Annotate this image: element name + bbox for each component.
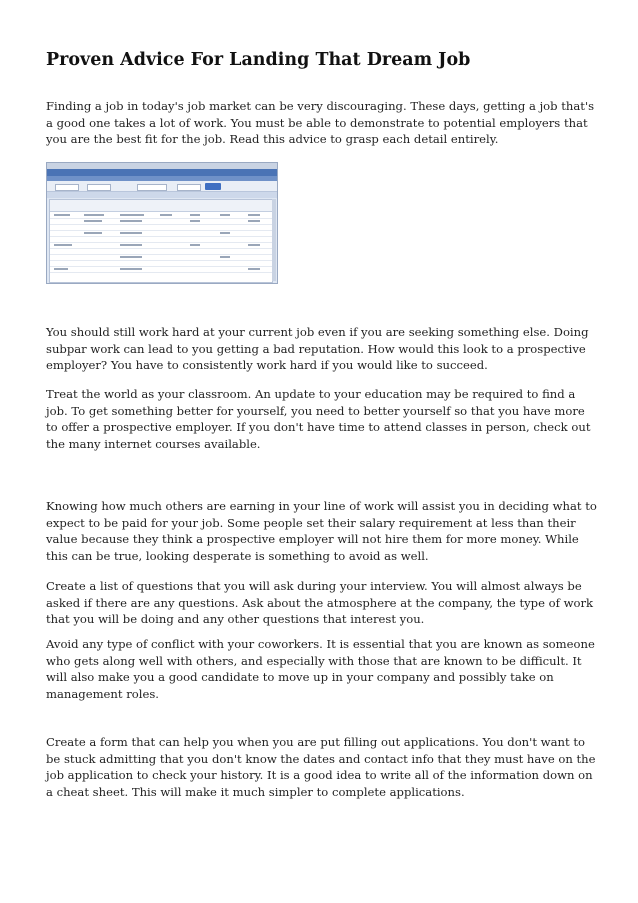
screenshot-grid-cell (160, 214, 172, 216)
screenshot-field (87, 184, 111, 191)
paragraph-intro: Finding a job in today's job market can be very discouraging. These days, getting a job that's a good one takes a lot of work. You must be able to demonstrate to potential employers that you are the best fit for the job. Read this advice to grasp each detail entirely. (46, 99, 595, 146)
paragraph-work-hard: You should still work hard at your current job even if you are seeking something else. Doing subpar work can lead to you getting a bad reputation. How would this look to a prospective employer? You have to consistently work hard if you would like to succeed. (46, 325, 589, 372)
screenshot-grid-cell (120, 244, 142, 246)
screenshot-field (137, 184, 167, 191)
screenshot-grid-cell (84, 220, 102, 222)
screenshot-grid-cell (54, 268, 68, 270)
page-title: Proven Advice For Landing That Dream Job (46, 50, 471, 70)
screenshot-grid-cell (54, 214, 70, 216)
screenshot-grid-cell (120, 268, 142, 270)
screenshot-grid-row (50, 218, 272, 219)
screenshot-grid-cell (120, 256, 142, 258)
screenshot-grid-cell (190, 214, 200, 216)
paragraph-application-form: Create a form that can help you when you are put filling out applications. You don't want to be stuck admitting that you don't know the dates and contact info that they must have on the job application to check your history. It is a good idea to write all of the information down on a cheat sheet. This will make it much simpler to complete applications. (46, 735, 596, 799)
screenshot-grid-cell (248, 244, 260, 246)
screenshot-grid-row (50, 254, 272, 255)
screenshot-grid-cell (120, 220, 142, 222)
screenshot-grid-cell (248, 220, 260, 222)
screenshot-grid-cell (190, 244, 200, 246)
software-screenshot-image (46, 162, 278, 284)
screenshot-grid-cell (120, 232, 142, 234)
paragraph-interview-questions: Create a list of questions that you will ask during your interview. You will almost always be asked if there are any questions. Ask about the atmosphere at the company, the type of work that you will be doing and any other questions that interest you. (46, 579, 594, 626)
screenshot-grid-cell (220, 232, 230, 234)
paragraph-education: Treat the world as your classroom. An update to your education may be required to find a job. To get something better for yourself, you need to better yourself so that you have more to offer a prospective employer. If you don't have time to attend classes in person, check out the many internet courses available. (46, 387, 591, 451)
screenshot-title-bar (47, 169, 277, 176)
screenshot-grid-cell (190, 220, 200, 222)
screenshot-scrollbar (272, 199, 276, 281)
screenshot-field (55, 184, 79, 191)
screenshot-grid-row (50, 272, 272, 273)
screenshot-grid-cell (248, 268, 260, 270)
screenshot-grid-header (50, 200, 272, 212)
screenshot-grid-cell (220, 256, 230, 258)
screenshot-grid-cell (220, 214, 230, 216)
screenshot-grid-row (50, 260, 272, 261)
screenshot-grid-cell (120, 214, 144, 216)
screenshot-grid-cell (248, 214, 260, 216)
screenshot-grid-row (50, 248, 272, 249)
screenshot-button (205, 183, 221, 190)
screenshot-grid-cell (54, 244, 72, 246)
screenshot-grid-row (50, 242, 272, 243)
screenshot-field (177, 184, 201, 191)
screenshot-tabs (47, 192, 277, 198)
paragraph-coworkers: Avoid any type of conflict with your coworkers. It is essential that you are known as someone who gets along well with others, and especially with those that are known to be difficult. It will also make you a good candidate to move up in your company and possibly take on management roles. (46, 637, 595, 701)
screenshot-grid-row (50, 230, 272, 231)
paragraph-salary: Knowing how much others are earning in your line of work will assist you in deciding what to expect to be paid for your job. Some people set their salary requirement at less than their value because they think a prospective employer will not hire them for more money. While this can be true, looking desperate is something to avoid as well. (46, 499, 597, 563)
screenshot-grid-cell (84, 232, 102, 234)
screenshot-grid-row (50, 224, 272, 225)
screenshot-grid-row (50, 266, 272, 267)
screenshot-grid-row (50, 236, 272, 237)
screenshot-grid-cell (84, 214, 104, 216)
screenshot-data-grid (49, 199, 273, 283)
